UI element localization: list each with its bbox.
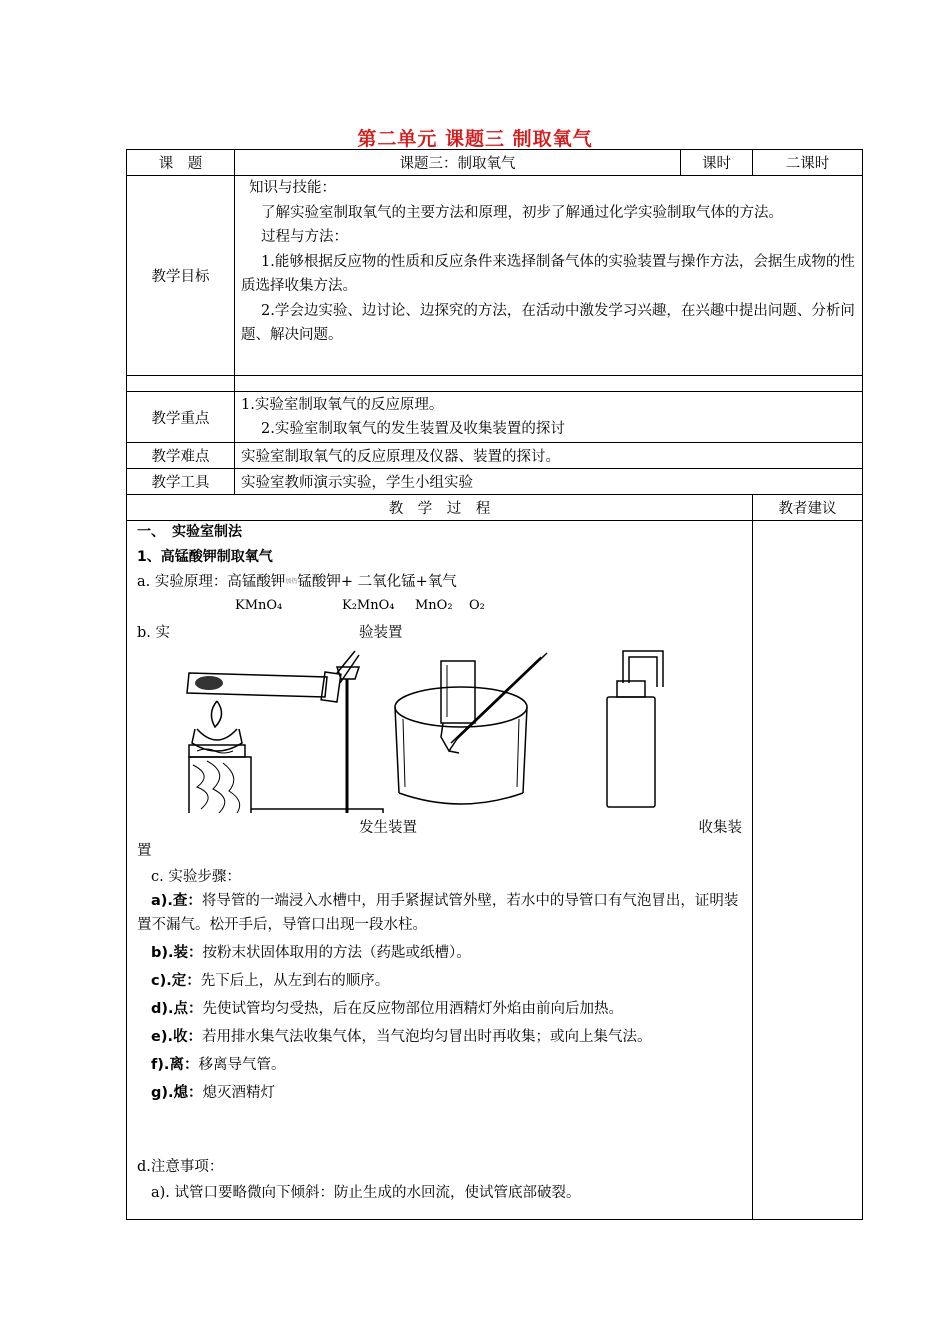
note-a: a). 试管口要略微向下倾斜：防止生成的水回流，使试管底部破裂。 bbox=[151, 1185, 581, 1201]
difficulties-value: 实验室制取氧气的反应原理及仪器、装置的探讨。 bbox=[235, 443, 863, 469]
hours-label: 课时 bbox=[681, 150, 753, 176]
step-f bbox=[137, 1053, 744, 1077]
key-points-label: 教学重点 bbox=[127, 392, 235, 443]
suggestion-header: 教者建议 bbox=[753, 495, 863, 521]
page-title: 第二单元 课题三 制取氧气 bbox=[357, 128, 593, 150]
step-e-text: 若用排水集气法收集气体，当气泡均匀冒出时再收集；或向上集气法。 bbox=[201, 1029, 652, 1045]
process-header: 教 学 过 程 bbox=[127, 495, 753, 521]
step-b bbox=[137, 941, 744, 965]
caption-collector: 收集装 bbox=[698, 820, 742, 836]
spacer-row bbox=[127, 376, 863, 392]
objectives-label: 教学目标 bbox=[127, 176, 235, 376]
step-e-key: e).收： bbox=[151, 1029, 202, 1045]
step-c-text: 先下后上，从左到右的顺序。 bbox=[200, 973, 390, 989]
tools-row bbox=[127, 469, 863, 495]
process-content-row bbox=[127, 521, 863, 1220]
apparatus-suffix: 验装置 bbox=[359, 625, 403, 641]
objective-line-1: 知识与技能： bbox=[249, 180, 336, 196]
process-content bbox=[127, 521, 753, 1220]
apparatus-line bbox=[137, 619, 744, 643]
formula-k2mno4: K₂MnO₄ bbox=[342, 598, 395, 613]
subsection-heading: 1、高锰酸钾制取氧气 bbox=[137, 549, 273, 565]
step-b-key: b).装： bbox=[151, 945, 203, 961]
lesson-plan-table bbox=[126, 149, 863, 1220]
steps-title: c. 实验步骤： bbox=[151, 869, 241, 885]
step-e bbox=[137, 1025, 744, 1049]
step-a-text: 将导管的一端浸入水槽中，用手紧握试管外壁，若水中的导管口有气泡冒出，证明装置不漏气。松开手后，导管口出现一段水柱。 bbox=[137, 893, 739, 933]
formula-mno2: MnO₂ bbox=[415, 598, 453, 613]
step-c bbox=[137, 969, 744, 993]
difficulties-row bbox=[127, 443, 863, 469]
caption-collector-wrap: 置 bbox=[137, 843, 152, 859]
collection-bottle bbox=[607, 651, 663, 807]
key-point-2: 2.实验室制取氧气的发生装置及收集装置的探讨 bbox=[261, 421, 565, 437]
caption-row bbox=[137, 813, 744, 839]
formula-o2: O₂ bbox=[469, 598, 485, 613]
step-g-text: 熄灭酒精灯 bbox=[202, 1085, 276, 1101]
generator-apparatus bbox=[187, 651, 383, 813]
step-d-text: 先使试管均匀受热，后在反应物部位用酒精灯外焰由前向后加热。 bbox=[202, 1001, 624, 1017]
apparatus-figure bbox=[137, 643, 673, 813]
apparatus-prefix: b. 实 bbox=[137, 625, 171, 641]
step-b-text: 按粉末状固体取用的方法（药匙或纸槽）。 bbox=[202, 945, 471, 961]
step-a-key: a).查： bbox=[151, 893, 202, 909]
apparatus-diagrams bbox=[137, 643, 744, 813]
difficulties-label: 教学难点 bbox=[127, 443, 235, 469]
header-row bbox=[127, 150, 863, 176]
step-d-key: d).点： bbox=[151, 1001, 203, 1017]
step-g bbox=[137, 1081, 744, 1105]
objective-line-5: 2.学会边实验、边讨论、边探究的方法，在活动中激发学习兴趣，在兴趣中提出问题、分析问题、解决问题。 bbox=[241, 302, 855, 343]
objectives-row bbox=[127, 176, 863, 376]
tools-value: 实验室教师演示实验，学生小组实验 bbox=[235, 469, 863, 495]
formula-kmno4: KMnO₄ bbox=[235, 598, 283, 613]
principle-line bbox=[137, 569, 744, 595]
caption-generator: 发生装置 bbox=[359, 820, 417, 836]
step-f-text: 移离导气管。 bbox=[198, 1057, 286, 1073]
objective-line-3: 过程与方法： bbox=[261, 229, 348, 245]
step-f-key: f).离： bbox=[151, 1057, 199, 1073]
water-trough-apparatus bbox=[395, 653, 547, 804]
objectives-content bbox=[235, 176, 863, 376]
step-g-key: g).熄： bbox=[151, 1085, 203, 1101]
notes-title: d.注意事项： bbox=[137, 1159, 224, 1175]
principle-prefix: a. 实验原理：高锰酸钾 bbox=[137, 574, 286, 590]
suggestion-column bbox=[753, 521, 863, 1220]
subject-value: 课题三：制取氧气 bbox=[235, 150, 681, 176]
principle-suffix: 锰酸钾+ 二氧化锰+氧气 bbox=[297, 574, 457, 590]
formula-row bbox=[137, 595, 744, 619]
hours-value: 二课时 bbox=[753, 150, 863, 176]
key-point-1: 1.实验室制取氧气的反应原理。 bbox=[241, 397, 444, 413]
key-points-row bbox=[127, 392, 863, 443]
step-d bbox=[137, 997, 744, 1021]
step-c-key: c).定： bbox=[151, 973, 201, 989]
heat-arrow-mark: 加热 bbox=[285, 578, 298, 585]
key-points-content bbox=[235, 392, 863, 443]
tools-label: 教学工具 bbox=[127, 469, 235, 495]
objective-line-2: 了解实验室制取氧气的主要方法和原理，初步了解通过化学实验制取气体的方法。 bbox=[261, 204, 783, 221]
subject-label: 课 题 bbox=[127, 150, 235, 176]
objective-line-4: 1.能够根据反应物的性质和反应条件来选择制备气体的实验装置与操作方法，会据生成物的性质选择收集方法。 bbox=[241, 253, 855, 294]
process-header-row bbox=[127, 495, 863, 521]
step-a bbox=[137, 889, 744, 937]
section-heading: 一、 实验室制法 bbox=[137, 524, 242, 540]
